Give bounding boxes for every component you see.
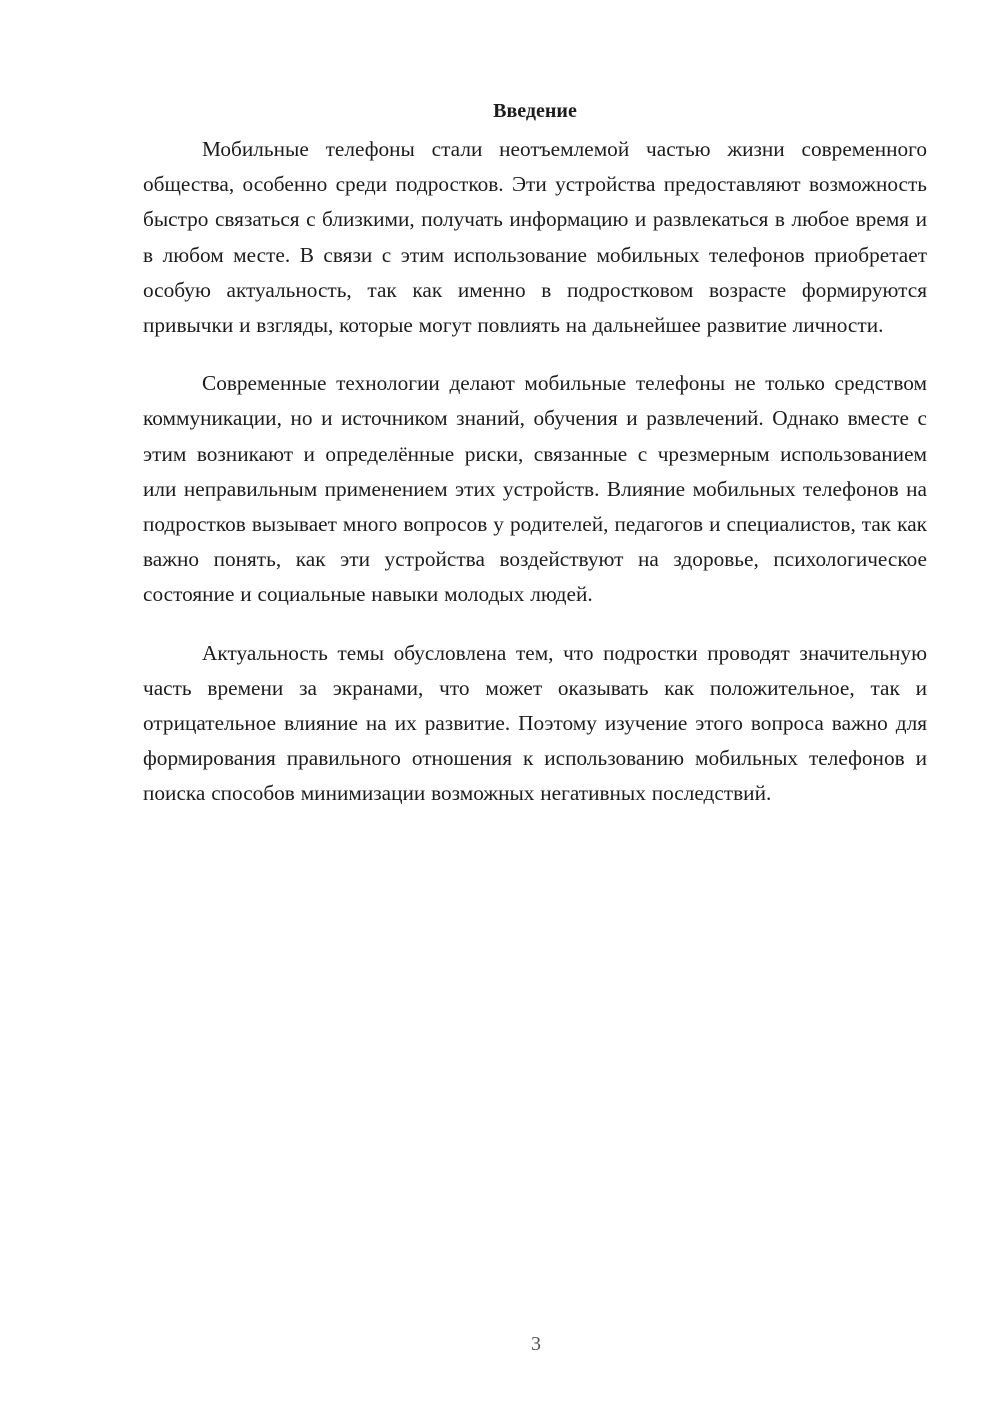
section-title: Введение <box>493 100 577 122</box>
paragraph-3: Актуальность темы обусловлена тем, что подростки проводят значительную часть времени за экранами, что может оказывать как положительное, так и отрицательное влияние на их развитие. Поэтому изучение этого вопроса важно для формирования правильного отношения к использованию мобильных телефонов и поиска способов минимизации возможных негативных последствий. <box>143 640 927 806</box>
page-content <box>143 96 927 835</box>
paragraph-2: Современные технологии делают мобильные телефоны не только средством коммуникации, но и источником знаний, обучения и развлечений. Однако вместе с этим возникают и определённые риски, связанные с чрезмерным использованием или неправильным применением этих устройств. Влияние мобильных телефонов на подростков вызывает много вопросов у родителей, педагогов и специалистов, так как важно понять, как эти устройства воздействуют на здоровье, психологическое состояние и социальные навыки молодых людей. <box>143 371 927 607</box>
page-number: 3 <box>531 1333 541 1355</box>
paragraph-1: Мобильные телефоны стали неотъемлемой частью жизни современного общества, особенно среди подростков. Эти устройства предоставляют возможность быстро связаться с близкими, получать информацию и развлекаться в любое время и в любом месте. В связи с этим использование мобильных телефонов приобретает особую актуальность, так как именно в подростковом возрасте формируются привычки и взгляды, которые могут повлиять на дальнейшее развитие личности. <box>143 137 927 338</box>
